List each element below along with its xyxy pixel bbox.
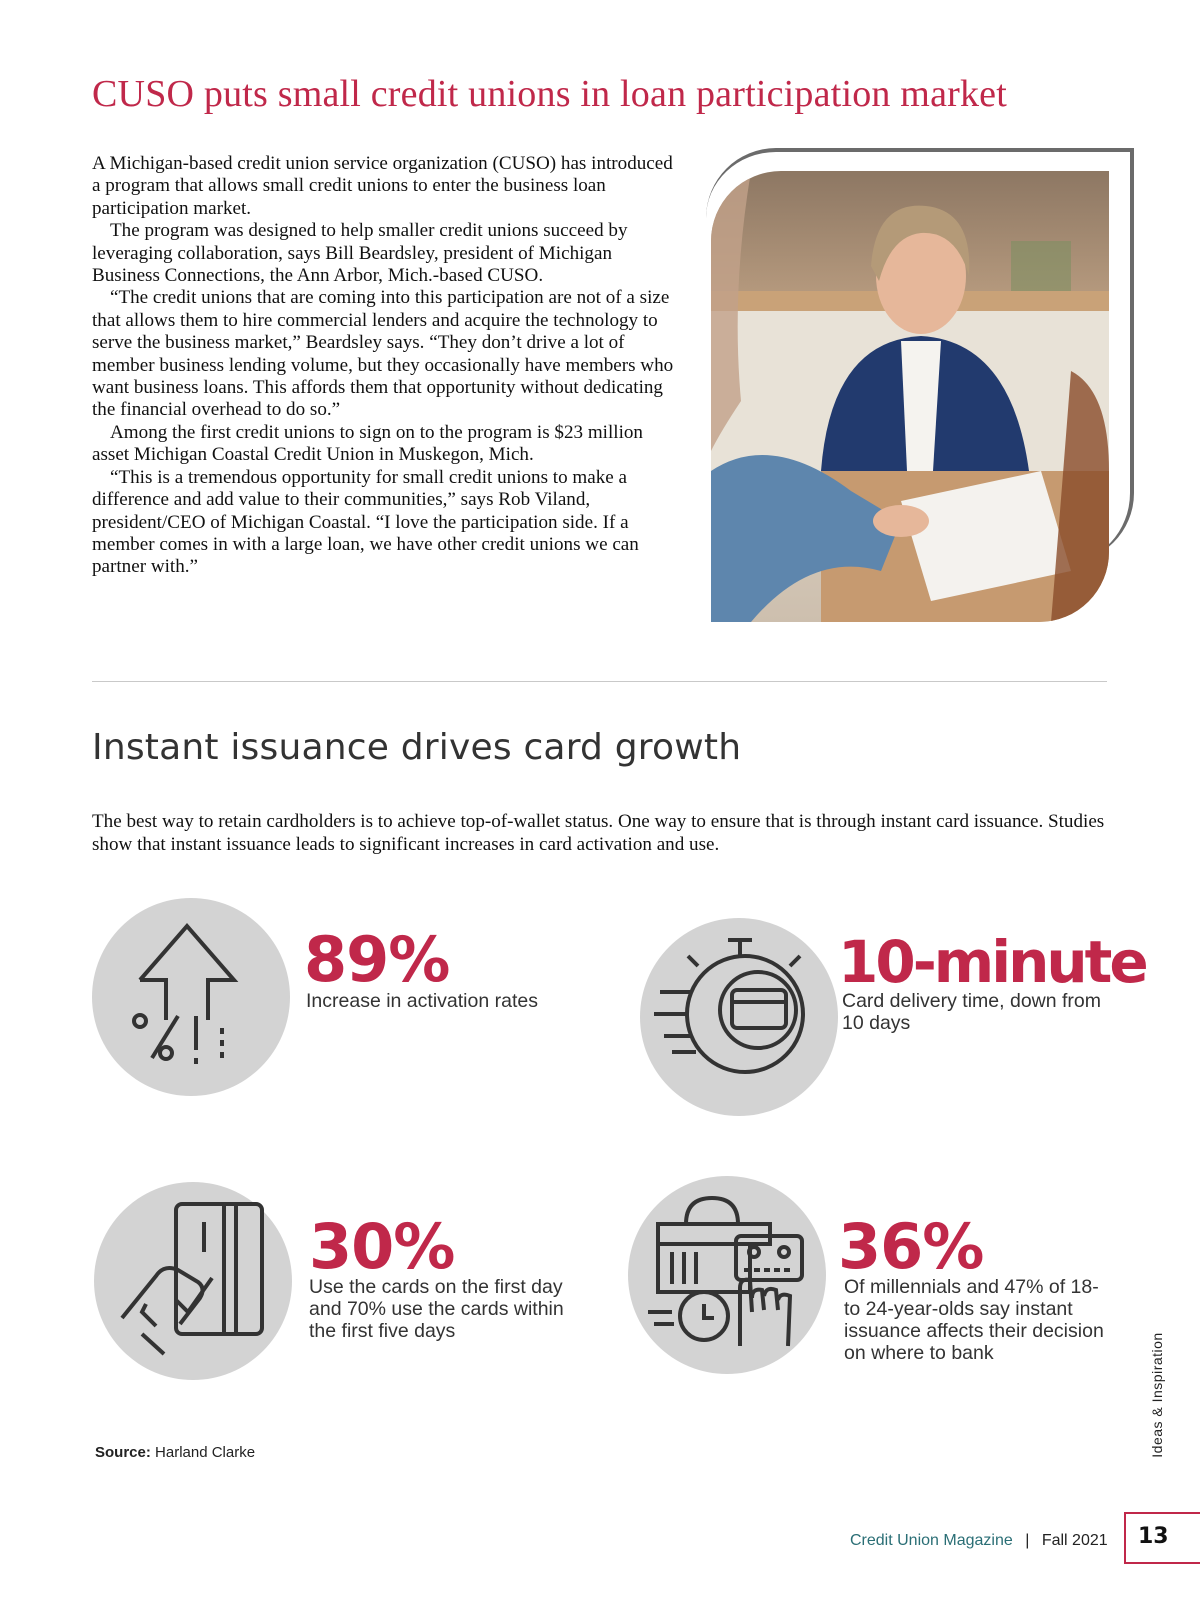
stat-circle [92, 898, 290, 1096]
article-paragraph: The program was designed to help smaller credit unions succeed by leveraging collaboration, says Bill Beardsley, president of Michigan Business Connections, the Ann Arbor, Mich.-based CUSO. [92, 220, 628, 287]
stat-description: Card delivery time, down from 10 days [842, 990, 1102, 1034]
source-label: Source: [95, 1444, 151, 1461]
stat-description: Increase in activation rates [306, 990, 538, 1012]
article-body [92, 153, 682, 579]
stat-description: Use the cards on the first day and 70% use the cards within the first five days [309, 1276, 564, 1342]
article-paragraph: “This is a tremendous opportunity for small credit unions to make a difference and add value to their communities,” says Rob Viland, president/CEO of Michigan Coastal. “I love the participation side. If a member comes in with a large loan, we have other credit unions we can partner with.” [92, 466, 639, 578]
stat-circle [94, 1182, 292, 1380]
bank-card-clock-icon [628, 1176, 826, 1374]
article-paragraph: A Michigan-based credit union service organization (CUSO) has introduced a program that allows small credit unions to enter the business loan participation market. [92, 153, 673, 219]
source-text: Harland Clarke [155, 1444, 256, 1461]
stat-value: 10-minute [838, 928, 1146, 996]
footer-separator: | [1025, 1532, 1030, 1549]
page-number: 13 [1138, 1524, 1169, 1549]
stat-circle [628, 1176, 826, 1374]
article-paragraph: Among the first credit unions to sign on to the program is $23 million asset Michigan Coastal Credit Union in Muskegon, Mich. [92, 421, 643, 466]
stat-circle [640, 918, 838, 1116]
magazine-name: Credit Union Magazine [850, 1532, 1013, 1549]
page-footer [850, 1532, 1108, 1550]
side-label-text: Ideas & Inspiration [1149, 1332, 1165, 1458]
article-title: CUSO puts small credit unions in loan participation market [92, 73, 1008, 115]
issue-date: Fall 2021 [1041, 1532, 1108, 1549]
stat-value: 89% [304, 923, 450, 996]
stat-value: 30% [309, 1210, 455, 1283]
stat-description: Of millennials and 47% of 18- to 24-year-olds say instant issuance affects their decision on where to bank [844, 1276, 1104, 1364]
source-credit [95, 1444, 255, 1461]
stopwatch-card-icon [640, 918, 838, 1116]
section-divider [92, 681, 1107, 682]
page-number-box [1124, 1512, 1200, 1564]
stat-value: 36% [838, 1210, 984, 1283]
percent-up-arrow-icon [92, 898, 290, 1096]
article-photo [711, 171, 1109, 622]
hand-card-icon [94, 1182, 292, 1380]
article-paragraph: “The credit unions that are coming into this participation are not of a size that allows them to hire commercial lenders and acquire the technology to serve the business market,” Beardsley says. “They don’t drive a lot of member business lending volume, but they occasionally have members who want business loans. This affords them that opportunity without dedicating the financial overhead to do so.” [92, 287, 674, 421]
section-intro: The best way to retain cardholders is to achieve top-of-wallet status. One way to ensure that is through instant card issuance. Studies show that instant issuance leads to significant increases in card activation and use. [92, 811, 1105, 855]
section-side-label [1142, 1330, 1172, 1460]
section-title: Instant issuance drives card growth [92, 727, 742, 768]
